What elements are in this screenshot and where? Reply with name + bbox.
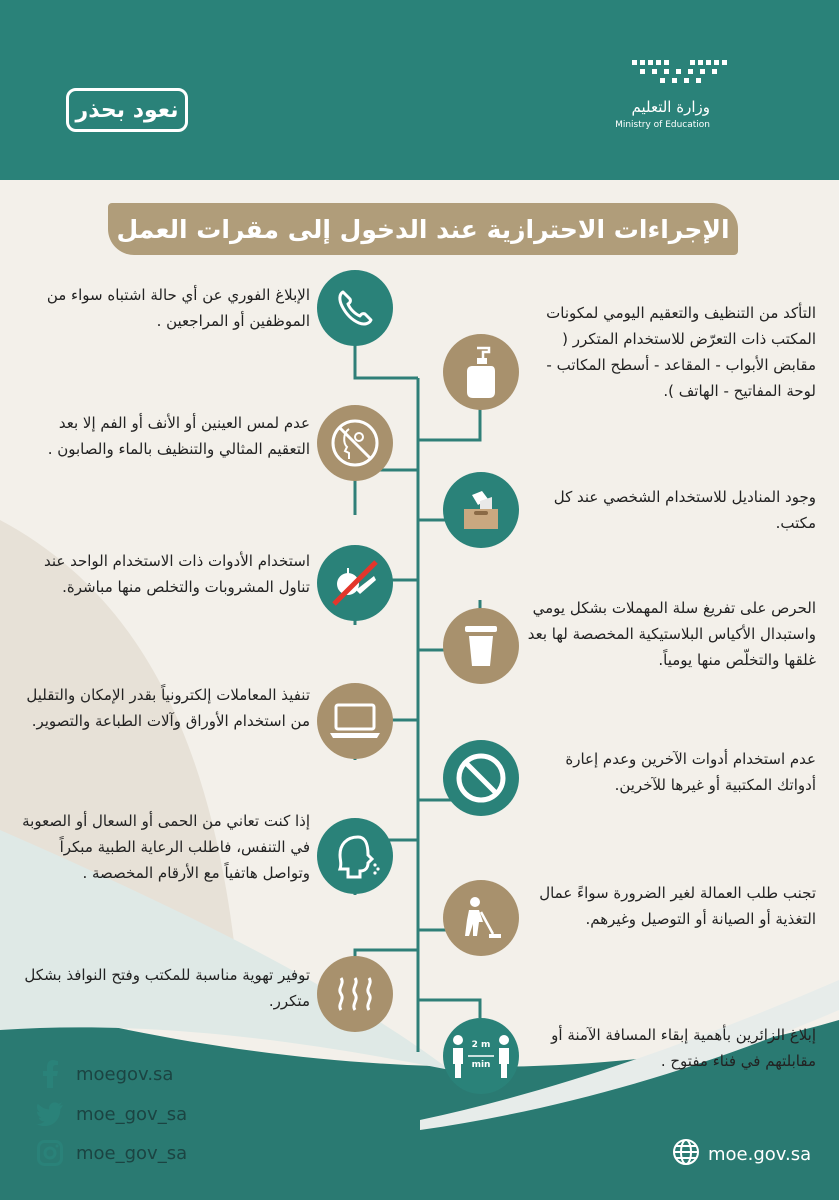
trash-bin-icon	[461, 622, 501, 670]
right-item-5-text: تجنب طلب العمالة لغير الضرورة سواءً عمال التغذية أو الصيانة أو التوصيل وغيرهم.	[539, 884, 816, 928]
right-item-1-text: التأكد من التنظيف والتعقيم اليومي لمكونات المكتب ذات التعرّض للاستخدام المتكرر ( مقابض الأبواب - المقاعد - أسطح المكاتب - لوحة المفاتيح - الهاتف ).	[546, 304, 816, 400]
left-circle-3	[317, 545, 393, 621]
worker-icon	[455, 892, 507, 944]
left-item-5-text: إذا كنت تعاني من الحمى أو السعال أو الصعوبة في التنفس، فاطلب الرعاية الطبية مبكراً وتواصل هاتفياً مع الأرقام المخصصة .	[22, 812, 310, 882]
left-item-6-text: توفير تهوية مناسبة للمكتب وفتح النوافذ بشكل متكرر.	[24, 966, 310, 1010]
instagram-handle: moe_gov_sa	[76, 1142, 188, 1164]
left-circle-2	[317, 405, 393, 481]
cough-icon	[328, 829, 382, 883]
right-circle-2	[443, 472, 519, 548]
right-circle-3	[443, 608, 519, 684]
ministry-name-ar: وزارة التعليم	[631, 98, 710, 116]
twitter-icon	[36, 1100, 64, 1128]
left-item-3-text: استخدام الأدوات ذات الاستخدام الواحد عند تناول المشروبات والتخلص منها مباشرة.	[44, 552, 310, 596]
left-item-1-text: الإبلاغ الفوري عن أي حالة اشتباه سواء من الموظفين أو المراجعين .	[46, 286, 310, 330]
right-item-3-text: الحرص على تفريغ سلة المهملات بشكل يومي واستبدال الأكياس البلاستيكية المخصصة لها بعد غلقها والتخلّص منها يومياً.	[527, 599, 816, 669]
no-food-icon	[326, 554, 384, 612]
facebook-link[interactable]	[36, 1060, 173, 1088]
right-item-4-text: عدم استخدام أدوات الآخرين وعدم إعارة أدواتك المكتبية أو غيرها للآخرين.	[565, 750, 816, 794]
instagram-icon	[36, 1139, 64, 1167]
left-circle-4	[317, 683, 393, 759]
right-circle-5	[443, 880, 519, 956]
left-item-2-text: عدم لمس العينين أو الأنف أو الفم إلا بعد التعقيم المثالي والتنظيف بالماء والصابون .	[47, 414, 310, 458]
globe-icon	[672, 1138, 700, 1171]
right-circle-4	[443, 740, 519, 816]
left-circle-1	[317, 270, 393, 346]
twitter-link[interactable]	[36, 1100, 187, 1128]
page-title: الإجراءات الاحترازية عند الدخول إلى مقرات العمل	[108, 203, 738, 255]
twitter-handle: moe_gov_sa	[76, 1103, 188, 1125]
tissue-box-icon	[458, 487, 504, 533]
no-touch-face-icon	[327, 415, 383, 471]
campaign-logo: نعود بحذر	[66, 88, 188, 132]
website-url: moe.gov.sa	[708, 1144, 812, 1165]
laptop-icon	[328, 701, 382, 741]
right-circle-1	[443, 334, 519, 410]
right-item-6-text: إبلاغ الزائرين بأهمية إبقاء المسافة الآمنة أو مقابلتهم في فناء مفتوح .	[551, 1026, 816, 1070]
distance-badge-unit: min	[471, 1060, 491, 1070]
phone-icon	[333, 286, 377, 330]
ventilation-icon	[333, 972, 377, 1016]
left-item-4-text: تنفيذ المعاملات إلكترونياً بقدر الإمكان والتقليل من استخدام الأوراق وآلات الطباعة والتصوير.	[26, 686, 310, 730]
distance-badge	[464, 1040, 498, 1071]
facebook-icon	[36, 1060, 64, 1088]
instagram-link[interactable]	[36, 1139, 187, 1167]
facebook-handle: moegov.sa	[76, 1063, 174, 1085]
sanitizer-icon	[461, 344, 501, 400]
website-link[interactable]	[672, 1138, 811, 1171]
left-circle-6	[317, 956, 393, 1032]
ministry-name-en: Ministry of Education	[615, 120, 710, 130]
distance-badge-value: 2 m	[471, 1040, 491, 1050]
left-circle-5	[317, 818, 393, 894]
prohibited-icon	[453, 750, 509, 806]
right-item-2-text: وجود المناديل للاستخدام الشخصي عند كل مكتب.	[553, 488, 816, 532]
